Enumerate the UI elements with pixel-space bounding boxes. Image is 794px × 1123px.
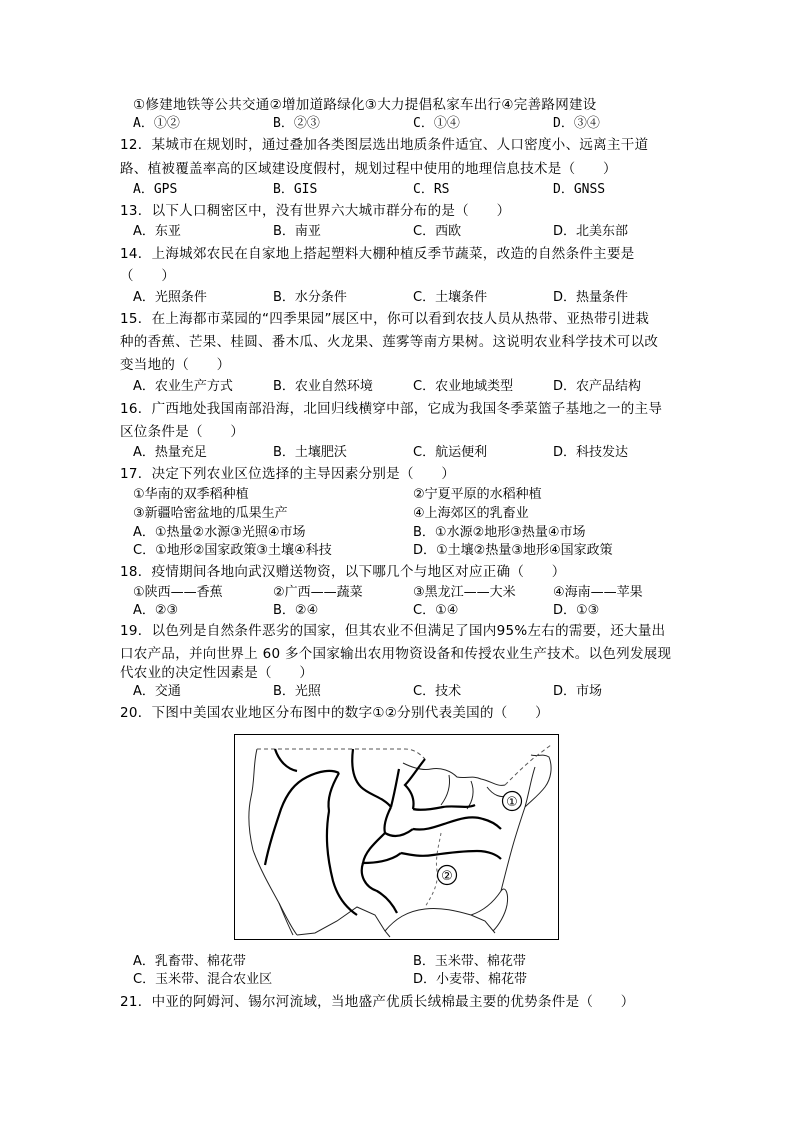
q20-option-a: A．乳畜带、棉花带: [133, 954, 246, 969]
q12-option-b: B．GIS: [273, 182, 318, 197]
q18-item-1: ①陕西——香蕉: [133, 585, 223, 600]
q16-option-a: A．热量充足: [133, 445, 207, 460]
q13-option-d: D．北美东部: [553, 224, 629, 239]
q20-stem: 20．下图中美国农业地区分布图中的数字①②分别代表美国的（ ）: [120, 705, 549, 721]
q18-option-b: B．②④: [273, 603, 319, 618]
q14-option-b: B．水分条件: [273, 290, 347, 305]
q19-option-a: A．交通: [133, 684, 181, 699]
q14-stem-line1: 14．上海城郊农民在自家地上搭起塑料大棚种植反季节蔬菜，改造的自然条件主要是: [120, 246, 635, 262]
q16-option-d: D．科技发达: [553, 445, 629, 460]
q15-stem-line2: 种的香蕉、芒果、桂圆、番木瓜、火龙果、莲雾等南方果树。这说明农业科学技术可以改: [120, 334, 659, 350]
region-boundaries: [265, 749, 501, 915]
q17-option-d: D．①土壤②热量③地形④国家政策: [413, 543, 613, 558]
q15-option-c: C．农业地域类型: [413, 379, 514, 394]
q17-option-a: A．①热量②水源③光照④市场: [133, 525, 306, 540]
q19-option-b: B．光照: [273, 684, 321, 699]
q14-stem-line2: （ ）: [120, 268, 176, 284]
q11-option-b: B．②③: [273, 116, 320, 131]
q20-option-c: C．玉米带、混合农业区: [133, 972, 273, 987]
q17-item-3: ③新疆哈密盆地的瓜果生产: [133, 506, 288, 521]
q11-option-d: D．③④: [553, 116, 600, 131]
us-coastline: [249, 749, 551, 937]
q19-stem-line2: 口农产品，并向世界上 60 多个国家输出农用物资设备和传授农业生产技术。以色列发展现: [120, 646, 672, 662]
q13-stem: 13．以下人口稠密区中，没有世界六大城市群分布的是（ ）: [120, 203, 511, 219]
q18-option-d: D．①③: [553, 603, 600, 618]
q16-option-c: C．航运便利: [413, 445, 488, 460]
q14-option-c: C．土壤条件: [413, 290, 488, 305]
q17-item-4: ④上海郊区的乳畜业: [413, 506, 529, 521]
q19-stem-line3: 代农业的决定性因素是（ ）: [120, 665, 314, 681]
q11-items: ①修建地铁等公共交通②增加道路绿化③大力提倡私家车出行④完善路网建设: [133, 97, 597, 113]
q13-option-c: C．西欧: [413, 224, 462, 239]
q17-option-b: B．①水源②地形③热量④市场: [413, 525, 586, 540]
q19-option-d: D．市场: [553, 684, 603, 699]
q13-option-b: B．南亚: [273, 224, 321, 239]
q18-item-3: ③黑龙江——大米: [413, 585, 516, 600]
northeast-border: [505, 745, 551, 785]
q11-option-c: C．①④: [413, 116, 460, 131]
q16-stem-line2: 区位条件是（ ）: [120, 424, 245, 440]
q18-stem: 18．疫情期间各地向武汉赠送物资，以下哪几个与地区对应正确（ ）: [120, 564, 566, 580]
q15-stem-line1: 15．在上海都市菜园的“四季果园”展区中，你可以看到农技人员从热带、亚热带引进栽: [120, 311, 650, 327]
us-map-drawing: [235, 735, 557, 938]
q15-stem-line3: 变当地的（ ）: [120, 357, 231, 373]
region-label-2: ②: [441, 869, 453, 884]
q20-option-d: D．小麦带、棉花带: [413, 972, 528, 987]
q19-option-c: C．技术: [413, 684, 462, 699]
q19-stem-line1: 19．以色列是自然条件恶劣的国家，但其农业不但满足了国内95%左右的需要，还大量出: [120, 623, 666, 639]
q15-option-b: B．农业自然环境: [273, 379, 373, 394]
q18-item-4: ④海南——苹果: [553, 585, 643, 600]
q17-item-1: ①华南的双季稻种植: [133, 487, 249, 502]
q12-option-a: A．GPS: [133, 182, 178, 197]
q18-option-a: A．②③: [133, 603, 179, 618]
q12-stem-line1: 12．某城市在规划时，通过叠加各类图层选出地质条件适宜、人口密度小、远离主干道: [120, 137, 649, 153]
region-label-1: ①: [506, 795, 518, 810]
q13-option-a: A．东亚: [133, 224, 181, 239]
q17-stem: 17．决定下列农业区位选择的主导因素分别是（ ）: [120, 466, 456, 482]
q14-option-a: A．光照条件: [133, 290, 207, 305]
q17-item-2: ②宁夏平原的水稻种植: [413, 487, 542, 502]
q18-item-2: ②广西——蔬菜: [273, 585, 363, 600]
q21-stem: 21．中亚的阿姆河、锡尔河流域，当地盛产优质长绒棉最主要的优势条件是（ ）: [120, 994, 635, 1010]
q15-option-a: A．农业生产方式: [133, 379, 233, 394]
q14-option-d: D．热量条件: [553, 290, 629, 305]
q12-option-c: C．RS: [413, 182, 450, 197]
us-agriculture-map: [234, 734, 559, 940]
q11-option-a: A．①②: [133, 116, 180, 131]
q16-stem-line1: 16．广西地处我国南部沿海，北回归线横穿中部，它成为我国冬季菜篮子基地之一的主导: [120, 401, 663, 417]
northern-border: [257, 749, 425, 759]
q18-option-c: C．①④: [413, 603, 459, 618]
q15-option-d: D．农产品结构: [553, 379, 642, 394]
q16-option-b: B．土壤肥沃: [273, 445, 347, 460]
q17-option-c: C．①地形②国家政策③土壤④科技: [133, 543, 332, 558]
q12-stem-line2: 路、植被覆盖率高的区域建设度假村，规划过程中使用的地理信息技术是（ ）: [120, 161, 617, 177]
q12-option-d: D．GNSS: [553, 182, 606, 197]
q20-option-b: B．玉米带、棉花带: [413, 954, 526, 969]
